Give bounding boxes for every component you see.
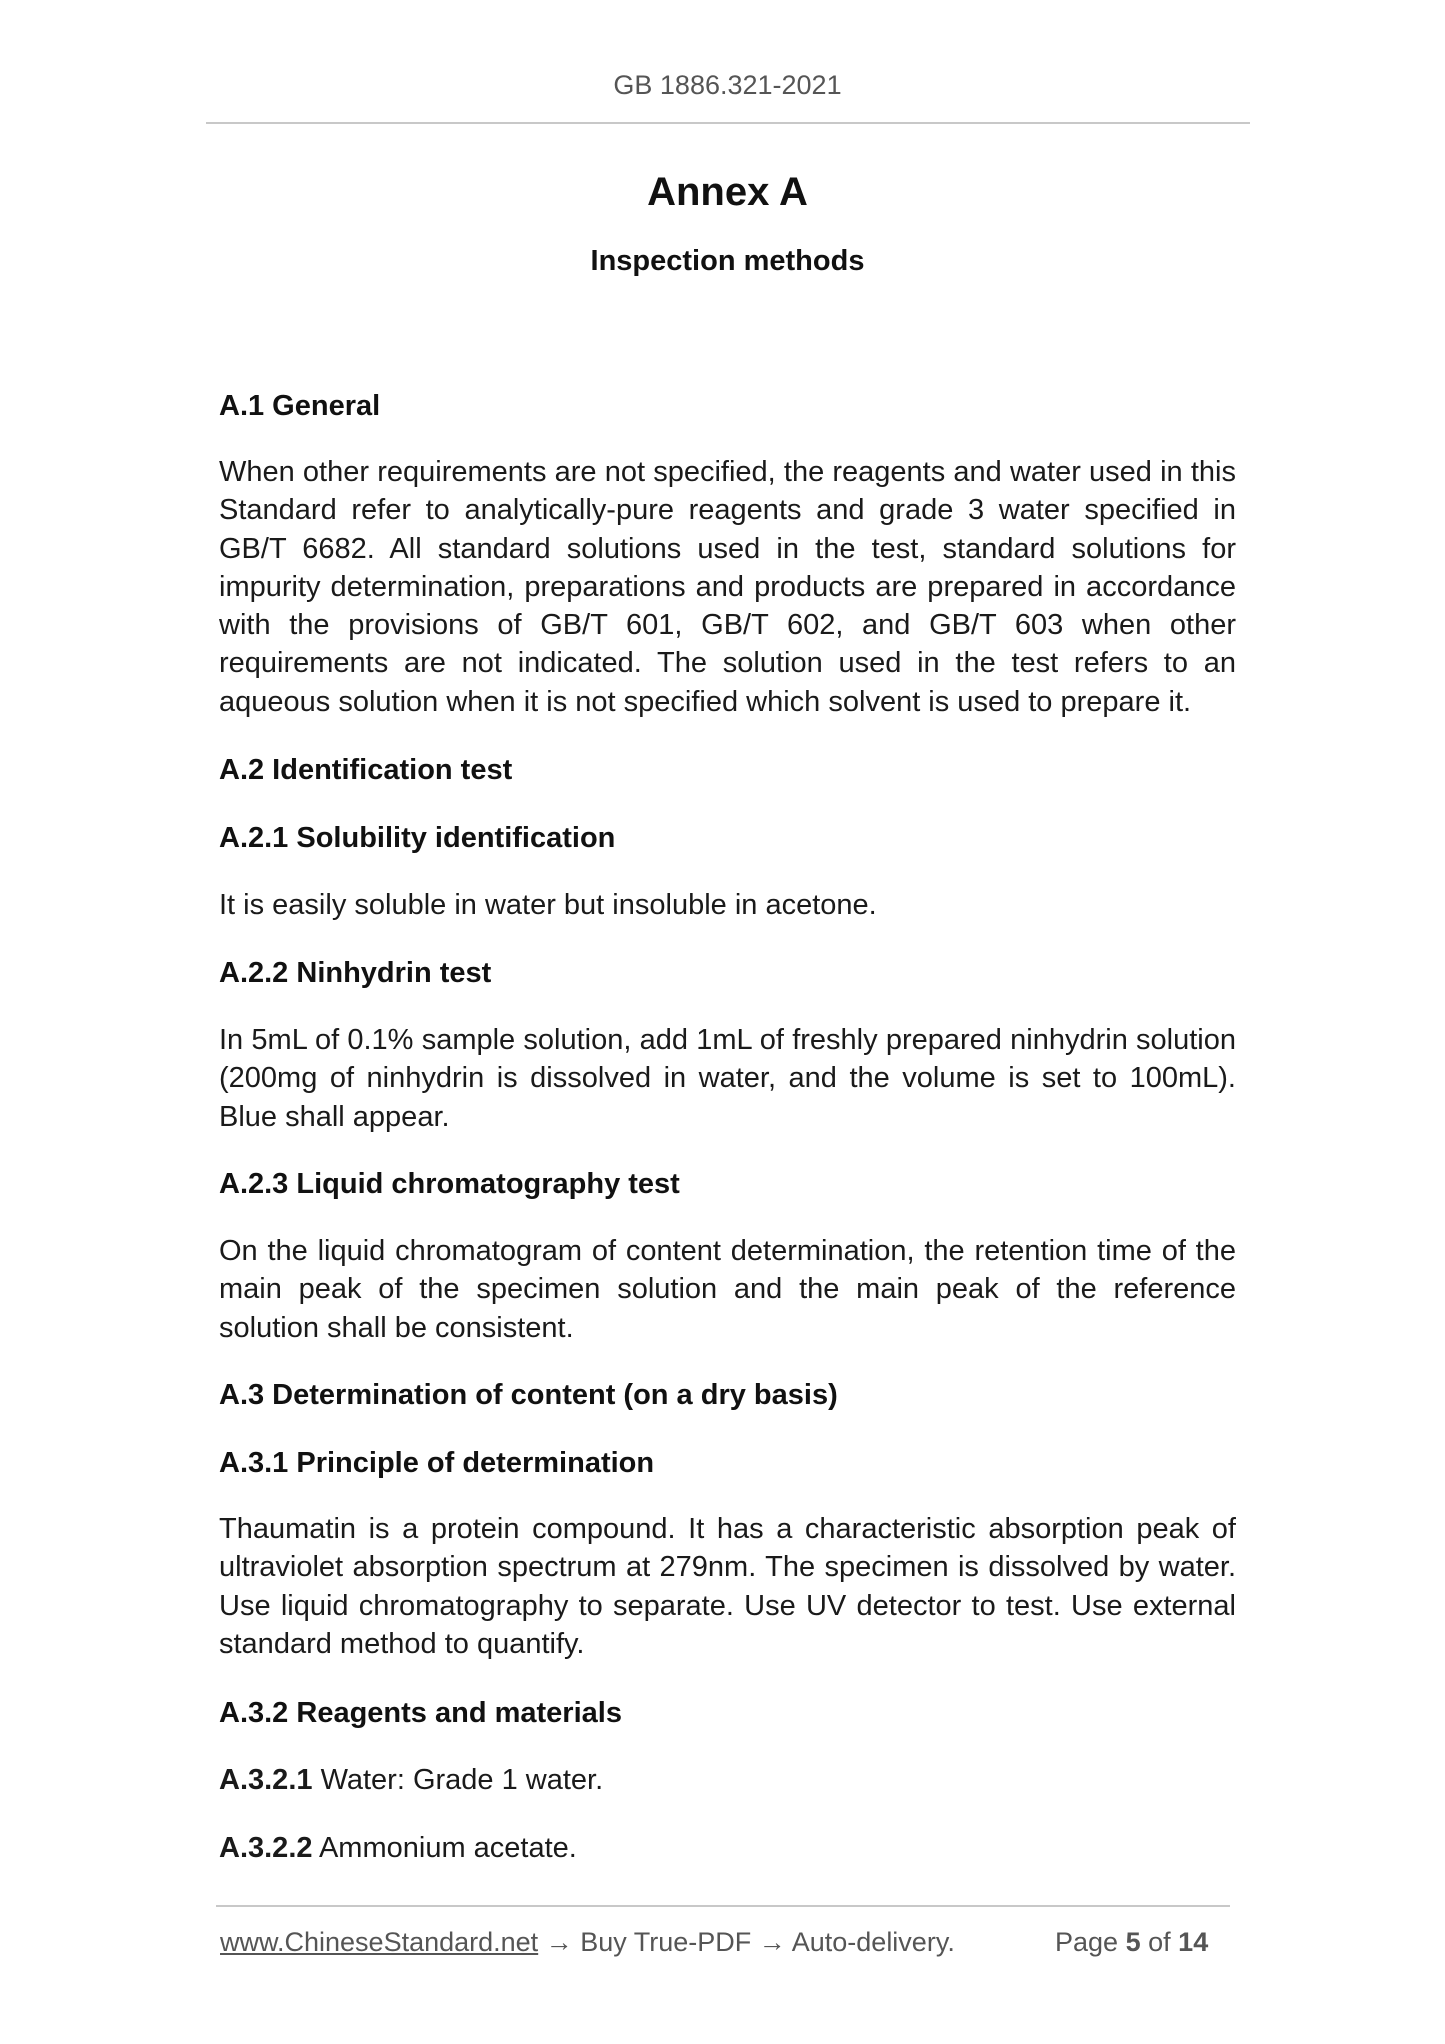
- section-heading-a31: A.3.1 Principle of determination: [219, 1447, 655, 1479]
- section-heading-a2: A.2 Identification test: [219, 754, 513, 786]
- section-heading-a3: A.3 Determination of content (on a dry basis): [219, 1379, 838, 1411]
- section-text-a31: Thaumatin is a protein compound. It has a characteristic absorption peak of ultraviolet absorption spectrum at 279nm. The specimen is dissolved by water. Use liquid chromatography to separate. Use UV detector to test. Use external standard method to quantify.: [219, 1513, 1236, 1660]
- promo-text: → Buy True-PDF → Auto-delivery.: [538, 1927, 955, 1957]
- website-link[interactable]: www.ChineseStandard.net: [220, 1927, 539, 1957]
- clause-a321: [219, 1764, 603, 1797]
- page-total: 14: [1178, 1927, 1209, 1957]
- section-heading-a1: A.1 General: [219, 390, 381, 422]
- footer-promo: [220, 1927, 955, 1958]
- header-divider: [206, 122, 1250, 124]
- footer-divider: [216, 1905, 1230, 1907]
- annex-subtitle: Inspection methods: [590, 245, 865, 277]
- clause-text: Water: Grade 1 water.: [320, 1764, 604, 1796]
- clause-a322: [219, 1832, 577, 1865]
- section-heading-a32: A.3.2 Reagents and materials: [219, 1697, 622, 1729]
- page-number: [1055, 1927, 1208, 1958]
- annex-title: Annex A: [647, 170, 808, 214]
- page-label: Page: [1055, 1927, 1119, 1957]
- clause-number: A.3.2.1: [219, 1764, 313, 1796]
- section-heading-a23: A.2.3 Liquid chromatography test: [219, 1168, 680, 1200]
- page-of: of: [1148, 1927, 1171, 1957]
- section-text-a21: It is easily soluble in water but insoluble in acetone.: [219, 889, 877, 921]
- section-text-a23: On the liquid chromatogram of content determination, the retention time of the main peak of the specimen solution and the main peak of the reference solution shall be consistent.: [219, 1235, 1236, 1344]
- running-header: GB 1886.321-2021: [613, 70, 842, 100]
- section-heading-a22: A.2.2 Ninhydrin test: [219, 957, 492, 989]
- clause-text: Ammonium acetate.: [318, 1832, 577, 1864]
- section-text-a1: When other requirements are not specified, the reagents and water used in this Standard refer to analytically-pure reagents and grade 3 water specified in GB/T 6682. All standard solutions used in the test, standard solutions for impurity determination, preparations and products are prepared in accordance with the provisions of GB/T 601, GB/T 602, and GB/T 603 when other requirements are not indicated. The solution used in the test refers to an aqueous solution when it is not specified which solvent is used to prepare it.: [219, 456, 1236, 718]
- page-current: 5: [1125, 1927, 1141, 1957]
- section-text-a22: In 5mL of 0.1% sample solution, add 1mL of freshly prepared ninhydrin solution (200mg of ninhydrin is dissolved in water, and the volume is set to 100mL). Blue shall appear.: [219, 1024, 1236, 1133]
- section-heading-a21: A.2.1 Solubility identification: [219, 822, 616, 854]
- clause-number: A.3.2.2: [219, 1832, 313, 1864]
